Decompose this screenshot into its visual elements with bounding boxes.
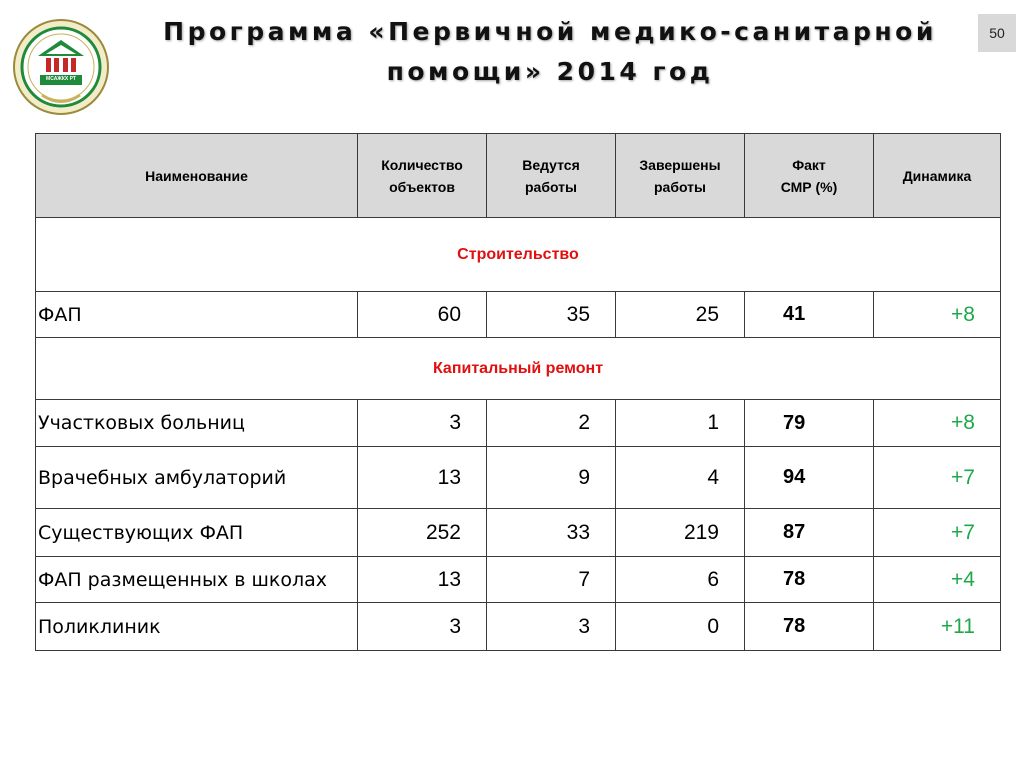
row-count: 252: [358, 509, 487, 557]
table-row: [36, 400, 1001, 447]
table-row: [36, 447, 1001, 509]
section-row-construction: [36, 218, 1001, 292]
header-completed-line2: работы: [653, 178, 706, 195]
row-ongoing: 7: [487, 557, 616, 603]
row-fact: 78: [745, 557, 874, 603]
header-count-line1: Количество: [381, 156, 463, 173]
header-ongoing: [487, 134, 616, 218]
row-count: 3: [358, 603, 487, 651]
table-row: [36, 557, 1001, 603]
header-fact: [745, 134, 874, 218]
header-name: Наименование: [36, 134, 358, 218]
row-dynamics: +4: [874, 557, 1001, 603]
header-fact-line2: СМР (%): [780, 178, 838, 195]
row-completed: 1: [616, 400, 745, 447]
section-row-repair: [36, 338, 1001, 400]
table-row: [36, 292, 1001, 338]
section-title: Строительство: [36, 218, 1001, 292]
row-name: Существующих ФАП: [36, 509, 358, 557]
row-dynamics: +8: [874, 400, 1001, 447]
row-fact: 94: [745, 447, 874, 509]
header-completed-line1: Завершены: [639, 156, 721, 173]
title-line-1: Программа «Первичной медико-санитарной: [163, 17, 937, 46]
header-ongoing-line1: Ведутся: [522, 156, 580, 173]
row-ongoing: 33: [487, 509, 616, 557]
row-count: 60: [358, 292, 487, 338]
row-dynamics: +8: [874, 292, 1001, 338]
row-count: 13: [358, 447, 487, 509]
header-completed: [616, 134, 745, 218]
row-name: Участковых больниц: [36, 400, 358, 447]
row-completed: 25: [616, 292, 745, 338]
row-ongoing: 35: [487, 292, 616, 338]
row-completed: 0: [616, 603, 745, 651]
row-completed: 4: [616, 447, 745, 509]
ministry-emblem-icon: [12, 18, 110, 116]
slide-title: [140, 12, 960, 92]
page-number: 50: [978, 14, 1016, 52]
header-fact-line1: Факт: [792, 156, 826, 173]
row-count: 3: [358, 400, 487, 447]
row-completed: 6: [616, 557, 745, 603]
table-header-row: [36, 134, 1001, 218]
header-ongoing-line2: работы: [524, 178, 577, 195]
row-fact: 87: [745, 509, 874, 557]
table-row: [36, 603, 1001, 651]
program-table: [35, 133, 1001, 651]
row-name: ФАП: [36, 292, 358, 338]
row-fact: 79: [745, 400, 874, 447]
row-count: 13: [358, 557, 487, 603]
row-name: Поликлиник: [36, 603, 358, 651]
section-title: Капитальный ремонт: [36, 338, 1001, 400]
header-count: [358, 134, 487, 218]
row-dynamics: +7: [874, 447, 1001, 509]
table-row: [36, 509, 1001, 557]
row-dynamics: +11: [874, 603, 1001, 651]
header-count-line2: объектов: [389, 178, 455, 195]
logo-text: МСАЖКХ РТ: [46, 76, 76, 82]
row-name: Врачебных амбулаторий: [36, 447, 358, 509]
row-ongoing: 9: [487, 447, 616, 509]
header-dynamics: Динамика: [874, 134, 1001, 218]
row-dynamics: +7: [874, 509, 1001, 557]
title-line-2: помощи» 2014 год: [386, 57, 714, 86]
row-ongoing: 2: [487, 400, 616, 447]
row-fact: 41: [745, 292, 874, 338]
row-fact: 78: [745, 603, 874, 651]
row-completed: 219: [616, 509, 745, 557]
row-name: ФАП размещенных в школах: [36, 557, 358, 603]
row-ongoing: 3: [487, 603, 616, 651]
